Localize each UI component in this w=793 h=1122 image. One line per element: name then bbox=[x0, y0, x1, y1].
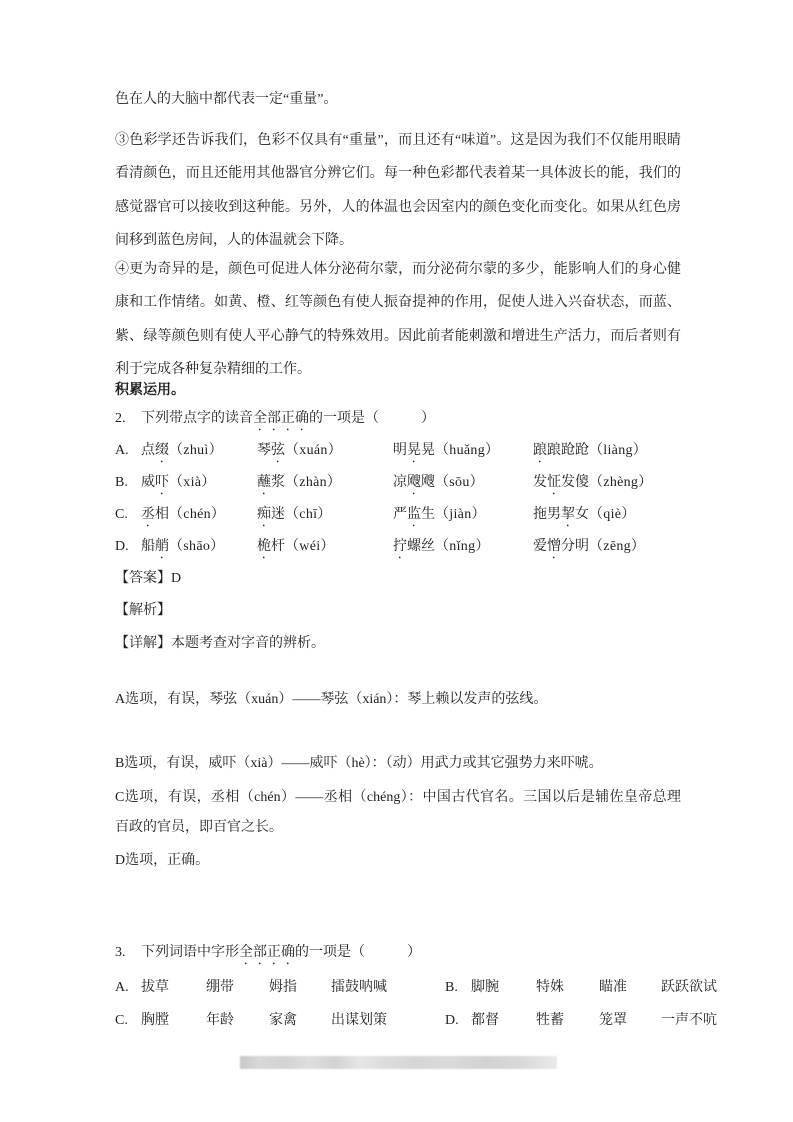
q2-option-a-item-3: 明晃晃（huǎng） bbox=[393, 442, 500, 458]
detail-line bbox=[115, 628, 681, 660]
q3-option-b-word-2: 特姝 bbox=[536, 979, 564, 995]
q2-option-d-item-1: 船艄（shāo） bbox=[141, 538, 225, 554]
q2-option-a bbox=[115, 435, 681, 467]
q2-option-c-item-4: 拖男挈女（qiè） bbox=[533, 506, 636, 522]
q3-option-b-word-3: 瞄准 bbox=[599, 979, 627, 995]
question-3-number: 3. bbox=[115, 944, 126, 960]
q2-option-b-item-4: 发怔发傻（zhèng） bbox=[533, 474, 653, 490]
question-2-stem bbox=[115, 403, 681, 435]
q3-option-c-word-3: 家禽 bbox=[269, 1012, 297, 1028]
q3-option-d-word-4: 一声不吭 bbox=[661, 1012, 717, 1028]
question-3-text: 下列词语中字形 bbox=[141, 944, 239, 960]
q2-option-d-item-3: 拧螺丝（nǐng） bbox=[393, 538, 490, 554]
explanation-a: A选项，有误，琴弦（xuán）——琴弦（xián）：琴上赖以发声的弦线。 bbox=[115, 691, 548, 707]
q2-option-a-item-4: 踉踉跄跄（liàng） bbox=[533, 442, 648, 458]
q2-option-b-item-2: 蘸浆（zhàn） bbox=[257, 474, 342, 490]
paragraph-4: ④更为奇异的是，颜色可促进人体分泌荷尔蒙，而分泌荷尔蒙的多少，能影响人们的身心健康和工作情绪。如黄、橙、红等颜色有使人振奋提神的作用，促使人进入兴奋状态，而蓝、紫、绿等颜色则有使人平心静气的特殊效用。因此前者能刺激和增进生产活力，而后者则有利于完成各种复杂精细的工作。 bbox=[115, 261, 681, 377]
question-2-text-tail: 的一项是（ ） bbox=[309, 410, 435, 426]
q2-option-d bbox=[115, 531, 681, 563]
explanation-c: C选项，有误，丞相（chén）——丞相（chéng）：中国古代官名。三国以后是辅佐皇帝总理百政的官员，即百官之长。 bbox=[115, 789, 681, 835]
q3-row-1 bbox=[115, 972, 717, 1004]
q3-option-b-label: B. bbox=[445, 979, 458, 995]
q3-option-c-label: C. bbox=[115, 1012, 128, 1028]
detail-label: 【详解】 bbox=[115, 635, 171, 651]
question-3-text-tail: 的一项是（ ） bbox=[295, 944, 421, 960]
q3-option-c-word-2: 年龄 bbox=[206, 1012, 234, 1028]
q2-option-b bbox=[115, 467, 681, 499]
q3-option-b-word-1: 脚腕 bbox=[471, 979, 499, 995]
watermark-bar bbox=[240, 1056, 557, 1069]
q2-option-d-label: D. bbox=[115, 538, 129, 554]
q3-option-a-word-4: 擂鼓呐喊 bbox=[331, 979, 387, 995]
q2-option-b-item-3: 凉飕飕（sōu） bbox=[393, 474, 484, 490]
q2-option-a-item-2: 琴弦（xuán） bbox=[257, 442, 343, 458]
q3-option-a-label: A. bbox=[115, 979, 129, 995]
question-2-text: 下列带点字的读音 bbox=[141, 410, 253, 426]
q2-option-c-item-3: 严监生（jiàn） bbox=[393, 506, 486, 522]
detail-text: 本题考查对字音的辨析。 bbox=[171, 635, 325, 651]
q3-option-a bbox=[115, 972, 445, 1004]
paragraph-3: ③色彩学还告诉我们，色彩不仅具有“重量”，而且还有“味道”。这是因为我们不仅能用眼睛看清颜色，而且还能用其他器官分辨它们。每一种色彩都代表着某一具体波长的能，我们的感觉器官可以接收到这种能。另外，人的体温也会因室内的颜色变化而变化。如果从红色房间移到蓝色房间，人的体温就会下降。 bbox=[115, 132, 681, 248]
q3-option-d-word-3: 笼罩 bbox=[599, 1012, 627, 1028]
q3-row-2 bbox=[115, 1005, 717, 1037]
q3-option-a-word-1: 拔草 bbox=[141, 979, 169, 995]
q3-option-d bbox=[445, 1005, 717, 1037]
q3-option-d-word-2: 牲蓄 bbox=[536, 1012, 564, 1028]
document-content bbox=[115, 83, 717, 1037]
q2-option-c-item-1: 丞相（chén） bbox=[141, 506, 226, 522]
answer-label: 【答案】 bbox=[115, 570, 171, 586]
q2-option-b-item-1: 威吓（xià） bbox=[141, 474, 216, 490]
q2-option-c-item-2: 痴迷（chī） bbox=[257, 506, 332, 522]
answer-line bbox=[115, 563, 681, 595]
q3-option-b bbox=[445, 972, 717, 1004]
q2-option-d-item-2: 桅杆（wéi） bbox=[257, 538, 335, 554]
q3-option-c bbox=[115, 1005, 445, 1037]
answer-value: D bbox=[171, 570, 182, 586]
explanation-b: B选项，有误，威吓（xià）——威吓（hè）：（动）用武力或其它强势力来吓唬。 bbox=[115, 755, 603, 771]
q2-option-c-label: C. bbox=[115, 506, 128, 522]
q3-option-d-word-1: 都督 bbox=[471, 1012, 499, 1028]
analysis-label: 【解析】 bbox=[115, 602, 171, 618]
q2-option-d-item-4: 爱憎分明（zēng） bbox=[533, 538, 646, 554]
question-2-emphasis: 全部正确 bbox=[253, 410, 309, 426]
q2-option-a-label: A. bbox=[115, 442, 129, 458]
q3-option-a-word-2: 绷带 bbox=[206, 979, 234, 995]
q3-option-d-label: D. bbox=[445, 1012, 459, 1028]
explanation-d: D选项，正确。 bbox=[115, 852, 210, 868]
question-2-number: 2. bbox=[115, 410, 126, 426]
section-heading: 积累运用。 bbox=[115, 382, 185, 398]
q2-option-c bbox=[115, 499, 681, 531]
q3-option-c-word-4: 出谋划策 bbox=[331, 1012, 387, 1028]
question-3-emphasis: 全部正确 bbox=[239, 944, 295, 960]
question-3-stem bbox=[115, 937, 681, 969]
q2-option-a-item-1: 点缀（zhuì） bbox=[141, 442, 223, 458]
q3-option-a-word-3: 姆指 bbox=[269, 979, 297, 995]
q2-option-b-label: B. bbox=[115, 474, 128, 490]
paragraph-continuation: 色在人的大脑中都代表一定“重量”。 bbox=[115, 92, 338, 107]
q3-option-b-word-4: 跃跃欲试 bbox=[661, 979, 717, 995]
q3-option-c-word-1: 胸膛 bbox=[141, 1012, 169, 1028]
